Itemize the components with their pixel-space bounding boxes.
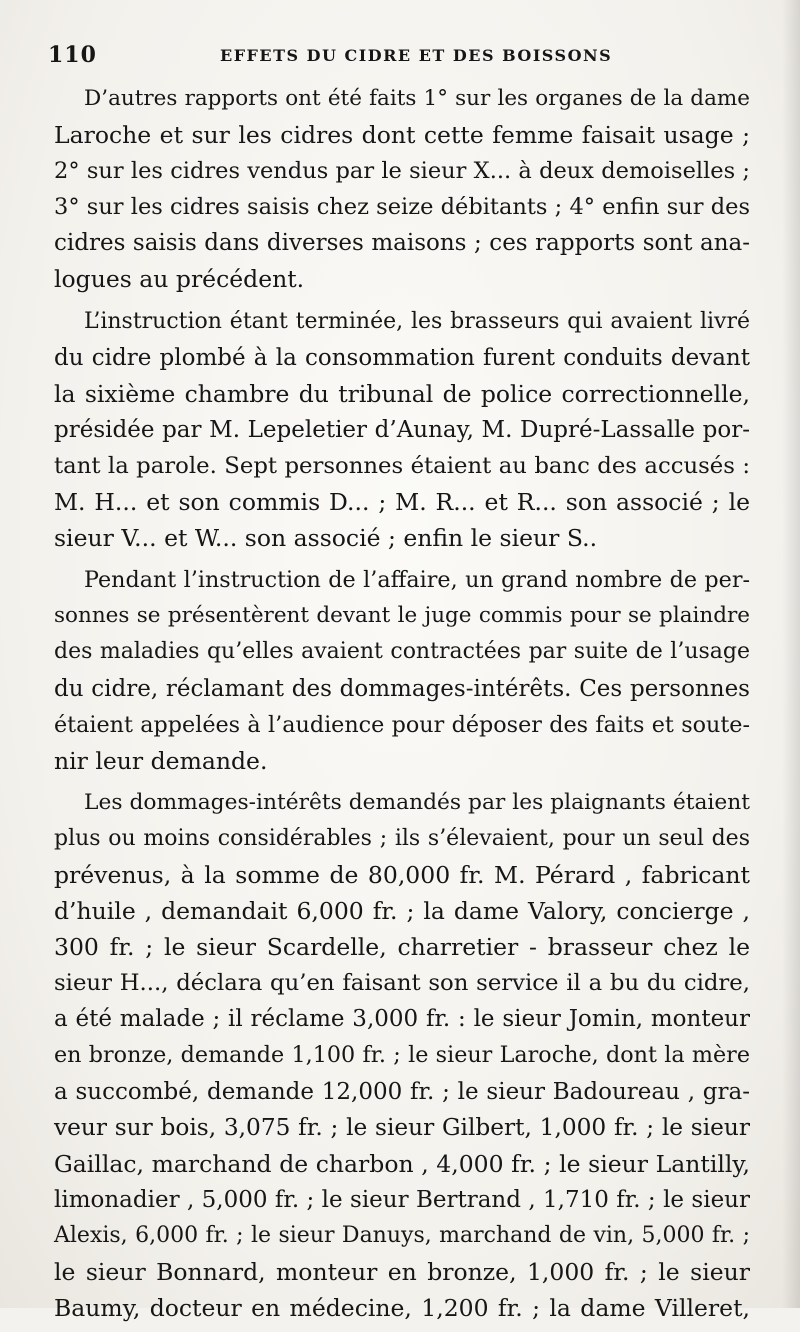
text-line: cidres saisis dans diverses maisons ; ces rapports sont ana- (54, 230, 750, 257)
text-line: L’instruction étant terminée, les brasseurs qui avaient livré (84, 308, 750, 334)
text-line: en bronze, demande 1,100 fr. ; le sieur Laroche, dont la mère (54, 1042, 750, 1069)
text-line: des maladies qu’elles avaient contractées par suite de l’usage (54, 639, 750, 665)
text-line: le sieur Bonnard, monteur en bronze, 1,000 fr. ; le sieur (54, 1258, 750, 1286)
text-line: du cidre plombé à la consommation furent conduits devant (54, 344, 750, 371)
text-line: sieur V... et W... son associé ; enfin le sieur S.. (54, 524, 598, 553)
text-line: d’huile , demandait 6,000 fr. ; la dame Valory, concierge , (54, 897, 750, 926)
body-text (54, 81, 750, 1332)
text-line: étaient appelées à l’audience pour déposer des faits et soute- (54, 711, 750, 738)
text-line: Les dommages-intérêts demandés par les plaignants étaient (84, 789, 750, 815)
text-line: Laroche et sur les cidres dont cette femme faisait usage ; (54, 121, 750, 150)
text-line: a été malade ; il réclame 3,000 fr. : le sieur Jomin, monteur (54, 1006, 750, 1033)
text-line: tant la parole. Sept personnes étaient au banc des accusés : (54, 452, 750, 479)
running-title: EFFETS DU CIDRE ET DES BOISSONS (220, 46, 613, 65)
text-line: 300 fr. ; le sieur Scardelle, charretier - brasseur chez le (54, 933, 750, 962)
text-line: logues au précédent. (54, 265, 305, 294)
text-line: Pendant l’instruction de l’affaire, un grand nombre de per- (84, 567, 750, 594)
text-line: a succombé, demande 12,000 fr. ; le sieur Badoureau , gra- (54, 1078, 750, 1105)
text-line: prévenus, à la somme de 80,000 fr. M. Pérard , fabricant (54, 860, 750, 889)
text-line: 3° sur les cidres saisis chez seize débitants ; 4° enfin sur des (54, 194, 750, 221)
text-line: limonadier , 5,000 fr. ; le sieur Bertrand , 1,710 fr. ; le sieur (54, 1186, 750, 1213)
text-line: sonnes se présentèrent devant le juge commis pour se plaindre (54, 603, 750, 629)
text-line: présidée par M. Lepeletier d’Aunay, M. Dupré-Lassalle por- (54, 416, 750, 443)
text-line: Gaillac, marchand de charbon , 4,000 fr. ; le sieur Lantilly, (54, 1149, 750, 1178)
text-line: du cidre, réclamant des dommages-intérêts. Ces personnes (54, 675, 750, 702)
text-line: la sixième chambre du tribunal de police correctionnelle, (54, 379, 750, 408)
paragraph-3 (54, 562, 750, 779)
paragraph-4 (54, 785, 750, 1326)
text-line: plus ou moins considérables ; ils s’élevaient, pour un seul des (54, 825, 750, 851)
paragraph-1 (54, 81, 750, 298)
running-head (48, 42, 748, 72)
paragraph-2 (54, 304, 750, 557)
text-line: nir leur demande. (54, 746, 268, 775)
text-line: M. H... et son commis D... ; M. R... et R... son associé ; le (54, 488, 750, 517)
text-line: D’autres rapports ont été faits 1° sur les organes de la dame (84, 86, 750, 111)
page-edge-shadow (782, 0, 800, 1308)
text-line: 2° sur les cidres vendus par le sieur X... à deux demoiselles ; (54, 158, 750, 185)
text-line: Baumy, docteur en médecine, 1,200 fr. ; la dame Villeret, (54, 1294, 750, 1323)
text-line: veur sur bois, 3,075 fr. ; le sieur Gilbert, 1,000 fr. ; le sieur (54, 1113, 750, 1141)
page-number: 110 (48, 42, 97, 68)
text-line: sieur H..., déclara qu’en faisant son service il a bu du cidre, (54, 970, 750, 997)
text-line: Alexis, 6,000 fr. ; le sieur Danuys, marchand de vin, 5,000 fr. ; (54, 1222, 750, 1248)
